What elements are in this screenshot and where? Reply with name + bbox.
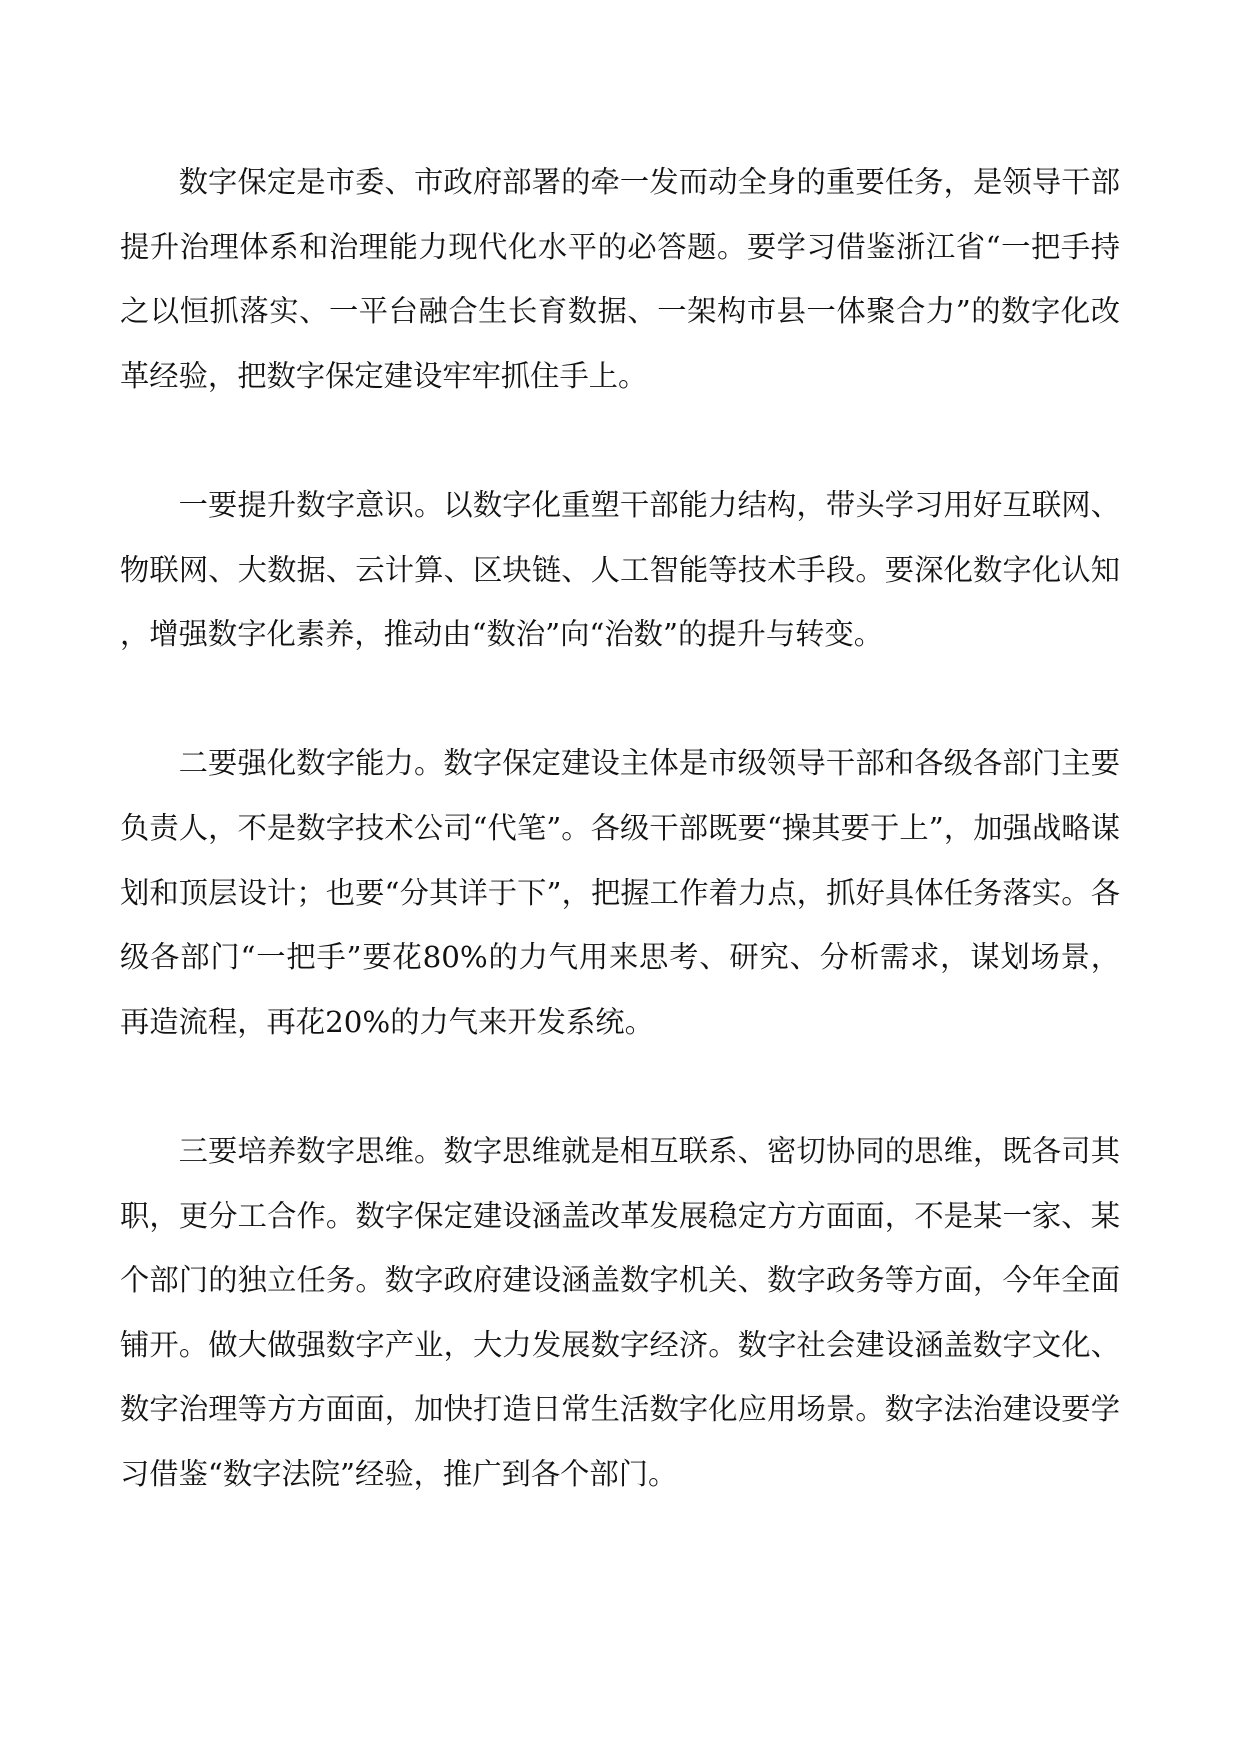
paragraph-intro: 数字保定是市委、市政府部署的牵一发而动全身的重要任务，是领导干部提升治理体系和治理能力现代化水平的必答题。要学习借鉴浙江省“一把手持之以恒抓落实、一平台融合生长育数据、一架构市县一体聚合力”的数字化改革经验，把数字保定建设牢牢抓住手上。: [120, 165, 1120, 393]
paragraph-digital-thinking: 三要培养数字思维。数字思维就是相互联系、密切协同的思维，既各司其职，更分工合作。数字保定建设涵盖改革发展稳定方方面面，不是某一家、某个部门的独立任务。数字政府建设涵盖数字机关、数字政务等方面，今年全面铺开。做大做强数字产业，大力发展数字经济。数字社会建设涵盖数字文化、数字治理等方方面面，加快打造日常生活数字化应用场景。数字法治建设要学习借鉴“数字法院”经验，推广到各个部门。: [120, 1133, 1120, 1491]
paragraph-digital-capability: 二要强化数字能力。数字保定建设主体是市级领导干部和各级各部门主要负责人，不是数字技术公司“代笔”。各级干部既要“操其要于上”，加强战略谋划和顶层设计；也要“分其详于下”，把握工作着力点，抓好具体任务落实。各级各部门“一把手”要花80%的力气用来思考、研究、分析需求，谋划场景，再造流程，再花20%的力气来开发系统。: [120, 746, 1120, 1039]
document-body: [120, 150, 1120, 1571]
paragraph-digital-awareness: 一要提升数字意识。以数字化重塑干部能力结构，带头学习用好互联网、物联网、大数据、云计算、区块链、人工智能等技术手段。要深化数字化认知，增强数字化素养，推动由“数治”向“治数”的提升与转变。: [120, 487, 1120, 652]
